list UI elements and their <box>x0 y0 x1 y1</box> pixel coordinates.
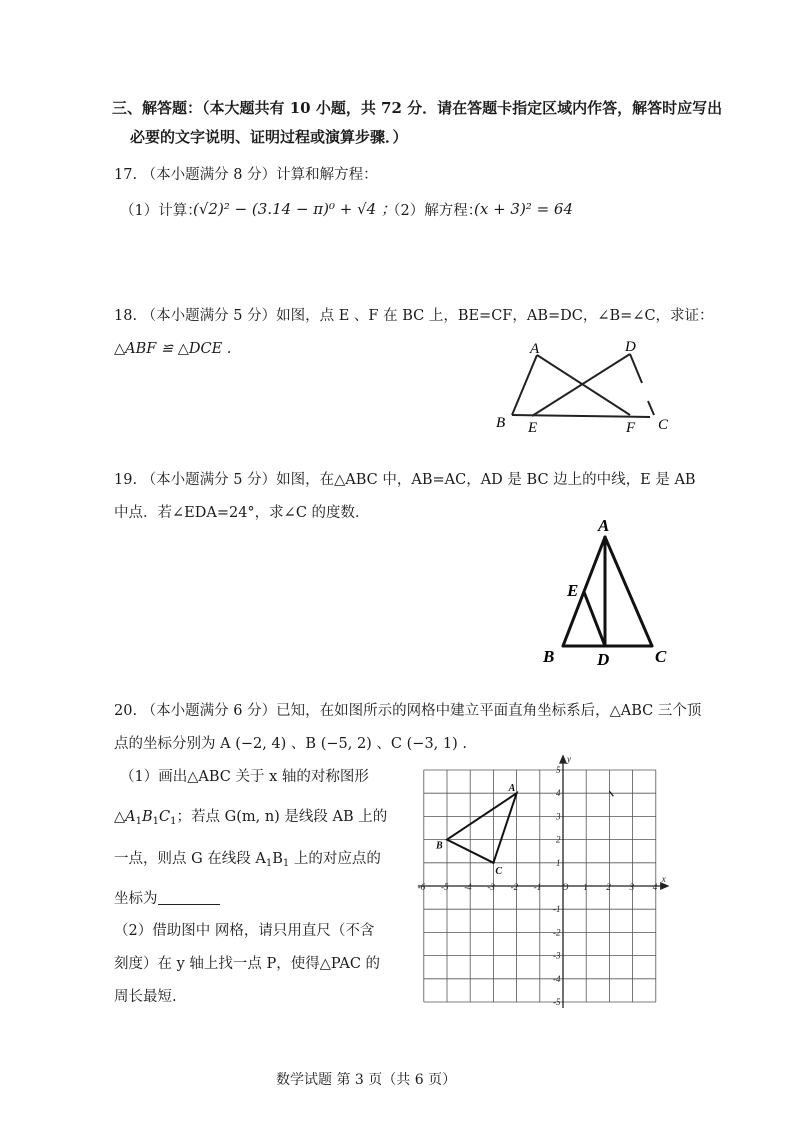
x-axis-label: x <box>661 874 666 884</box>
q20-sub-a1-b: 1 <box>265 858 273 869</box>
q20-part1-line2-rest: ；若点 G(m, n) 是线段 AB 上的 <box>176 809 388 825</box>
x-tick-label: -6 <box>417 882 426 892</box>
x-tick-label: 4 <box>652 882 658 892</box>
y-tick-label: -4 <box>553 973 561 984</box>
q18-label-f: F <box>626 420 636 435</box>
y-tick-label: 1 <box>556 857 561 868</box>
q20-answer-prompt: 坐标为 <box>114 891 158 907</box>
x-tick-label: -2 <box>510 882 519 892</box>
q20-part2-line1: （2）借助图中 网格，请只用直尺（不含 <box>114 923 375 939</box>
x-tick-label: -3 <box>487 882 495 892</box>
x-tick-label: -5 <box>441 882 449 892</box>
q20-part1-line3-b: B <box>272 851 283 867</box>
y-tick-label: 4 <box>556 788 561 799</box>
q20-sub-a1: 1 <box>135 816 142 827</box>
q19-segment-ed <box>584 592 605 646</box>
q19-label-b: B <box>543 647 555 666</box>
q18-label-b: B <box>496 415 506 431</box>
q17-part1-expression: (√2)² − (3.14 − π)⁰ + √4 ； <box>193 200 396 218</box>
q19-label-a: A <box>598 516 610 535</box>
q20-part1-line4 <box>114 892 220 907</box>
x-tick-label: -1 <box>533 882 542 892</box>
q19-label-c: C <box>655 647 667 666</box>
x-tick-label: -4 <box>464 882 472 892</box>
y-axis-arrow <box>560 756 566 763</box>
x-tick-label: 3 <box>629 882 635 892</box>
q19-line1: 19. （本小题满分 5 分）如图，在△ABC 中，AB=AC，AD 是 BC 边上的中线，E 是 AB <box>114 472 696 488</box>
point-label-b: B <box>436 840 443 852</box>
section-heading-line1: 三、解答题：（本大题共有 10 小题，共 72 分．请在答题卡指定区域内作答，解答时应写出 <box>112 99 723 117</box>
q20-part1-line1: （1）画出△ABC 关于 x 轴的对称图形 <box>120 769 369 785</box>
y-tick-label: -2 <box>553 927 561 938</box>
q17-part1-label: （1）计算： <box>120 203 202 219</box>
y-tick-label: -5 <box>553 997 561 1007</box>
y-tick-label: 2 <box>556 834 561 845</box>
q17-part2-label: （2）解方程： <box>386 203 483 219</box>
q19-line2: 中点．若∠EDA=24°，求∠C 的度数． <box>114 505 370 521</box>
x-tick-label: 2 <box>606 882 611 892</box>
page-footer: 数学试题 第 3 页（共 6 页） <box>276 1072 457 1088</box>
triangle-abc <box>447 793 517 863</box>
y-axis-label: y <box>567 754 571 764</box>
x-tick-label: 1 <box>583 882 588 892</box>
q20-part1-line2 <box>114 810 387 827</box>
q20-part2-line3: 周长最短. <box>114 989 177 1005</box>
q18-line2: △ABF ≌ △DCE . <box>114 341 232 357</box>
q20-part1-line3-c: 上的对应点的 <box>289 851 381 867</box>
y-tick-label: 5 <box>556 765 561 775</box>
q18-segment-ab <box>512 355 537 415</box>
q18-segment-dc <box>630 354 642 383</box>
q20-line1: 20. （本小题满分 6 分）已知，在如图所示的网格中建立平面直角坐标系后，△ABC 三个顶 <box>114 703 702 719</box>
q18-segment-dc-lower <box>648 401 654 415</box>
pencil-mark <box>609 791 613 796</box>
q20-part1-line3-a: 一点，则点 G 在线段 A <box>114 851 266 867</box>
q20-sub-b1-b: 1 <box>282 858 290 869</box>
q18-label-d: D <box>625 339 636 355</box>
y-tick-label: 3 <box>556 811 561 822</box>
q20-grid-figure <box>415 745 680 1020</box>
point-label-c: C <box>495 865 503 877</box>
y-tick-label: -3 <box>553 950 561 961</box>
origin-label: O <box>562 882 569 892</box>
q19-segment-ac <box>605 537 652 646</box>
point-label-a: A <box>508 783 516 795</box>
q18-label-a: A <box>530 341 540 357</box>
q20-sub-c1: 1 <box>170 816 177 827</box>
q19-label-d: D <box>597 650 610 669</box>
q17-part2-expression: (x + 3)² = 64 <box>474 200 574 218</box>
section-heading-line2: 必要的文字说明、证明过程或演算步骤．） <box>130 128 408 146</box>
q20-triangle-c1-label: C <box>159 809 171 825</box>
q18-line1: 18. （本小题满分 5 分）如图，点 E 、F 在 BC 上，BE=CF，AB=DC，∠B=∠C，求证： <box>114 308 714 324</box>
q18-label-e: E <box>528 420 538 435</box>
q18-figure <box>490 335 680 435</box>
q20-triangle-b1-label: B <box>142 809 153 825</box>
q20-part2-line2: 刻度）在 y 轴上找一点 P，使得△PAC 的 <box>114 956 381 972</box>
y-tick-label: -1 <box>553 904 561 915</box>
q20-sub-b1: 1 <box>152 816 160 827</box>
q20-answer-blank[interactable] <box>158 892 220 905</box>
q18-label-c: C <box>658 417 669 433</box>
q20-part1-line3 <box>114 852 381 869</box>
q20-line2: 点的坐标分别为 A (−2, 4) 、B (−5, 2) 、C (−3, 1) . <box>114 736 467 752</box>
q20-triangle-a1-label: △A <box>114 809 136 825</box>
q19-figure <box>535 515 685 670</box>
q17-intro: 17. （本小题满分 8 分）计算和解方程： <box>114 167 378 183</box>
q19-label-e: E <box>567 581 579 600</box>
